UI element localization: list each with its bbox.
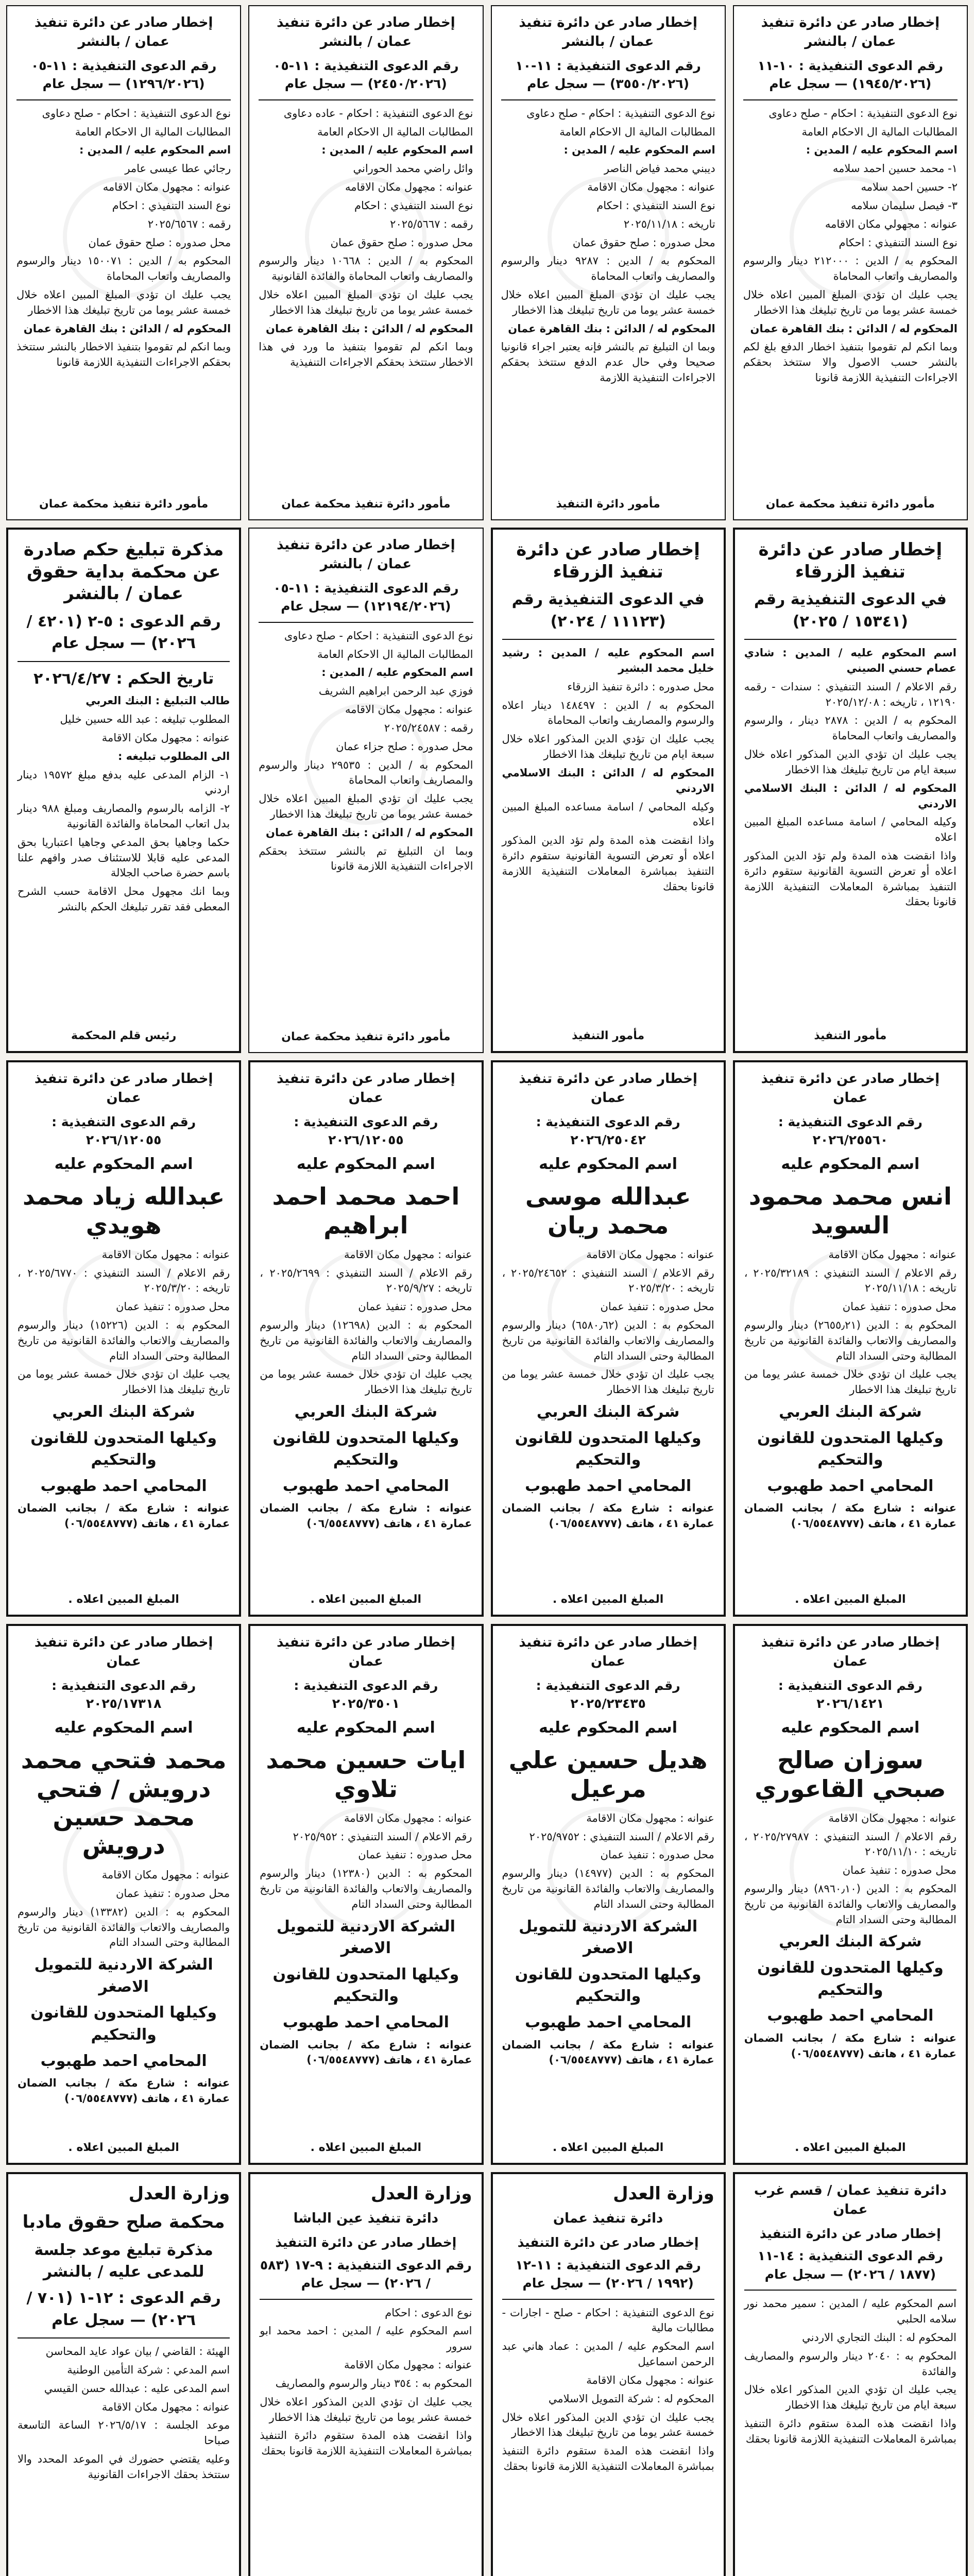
notice-line: يجب عليك ان تؤدي المبلغ المبين اعلاه خلال خمسة عشر يوما من تاريخ تبليغك هذا الاخطار bbox=[743, 288, 958, 316]
notice-signature: رئيس قلم المحكمة bbox=[71, 1029, 177, 1042]
notice-line: المحكوم به : الدين (٢٦٥٥٫٢١) دينار والرسوم والمصاريف والاتعاب والفائدة القانونية من تاريخ المطالبة وحتى السداد التام bbox=[744, 1319, 956, 1362]
notice-r2-c2 bbox=[491, 528, 726, 1053]
notice-line: يجب عليك ان تؤدي الدين المذكور اعلاه خلال سبعة ايام من تاريخ تبليغك هذا الاخطار bbox=[502, 733, 714, 761]
lawyer-name: المحامي احمد طهبوب bbox=[40, 2052, 207, 2070]
lawyer-name: المحامي احمد طهبوب bbox=[525, 1477, 692, 1495]
notice-line: يجب عليك ان تؤدي المبلغ المبين اعلاه خلال خمسة عشر يوما من تاريخ تبليغك هذا الاخطار bbox=[259, 792, 473, 820]
notice-line: المطالبات المالية ال الاحكام العامة bbox=[317, 648, 473, 660]
notice-line: عنوانه : مجهول مكان الاقامة bbox=[101, 2400, 230, 2413]
notice-line: المحكوم له / الدائن : بنك القاهرة عمان bbox=[23, 322, 231, 335]
notice-footer: المبلغ المبين اعلاه . bbox=[68, 2141, 179, 2154]
notice-case-number: رقم الدعوى التنفيذية : ٢٠٢٥/١٧٣١٨ bbox=[52, 1677, 196, 1711]
notice-line: المطلوب تبليغه : عبد الله حسين خليل bbox=[60, 713, 230, 726]
creditor-agent: وكيلها المتحدون للقانون والتحكيم bbox=[515, 1429, 702, 1469]
creditor-name: الشركة الاردنية للتمويل الاصغر bbox=[276, 1917, 455, 1958]
creditor-name: الشركة الاردنية للتمويل الاصغر bbox=[519, 1917, 698, 1958]
notice-line: المحكوم له / الدائن : البنك الاسلامي الاردني bbox=[502, 766, 714, 794]
debtor-name: عبدالله موسى محمد ريان bbox=[525, 1182, 691, 1239]
notice-line: نوع الدعوى : احكام bbox=[385, 2306, 472, 2319]
notice-line: رقم الاعلام / السند التنفيذي : ٢٠٢٥/٣٢١٨٩ ، تاريخه : ٢٠٢٥/١١/١٨ bbox=[744, 1266, 956, 1295]
notice-line: وبما ان التبليغ تم بالنشر فإنه يعتبر اجراء قانونيا صحيحا وفي حال عدم الدفع ستتخذ بحقكم الاجراءات التنفيذية اللازمة bbox=[501, 341, 715, 384]
notice-case-number: رقم الدعوى التنفيذية : ١٤-١١ (١٨٧٧ / ٢٠٢٦) — سجل عام bbox=[757, 2248, 943, 2282]
divider bbox=[743, 99, 958, 100]
notice-line: موعد الجلسة : ٢٠٢٦/٥/١٧ الساعة التاسعة صباحا bbox=[18, 2419, 230, 2447]
agent-address: عنوانه : شارع مكة / بجانب الضمان عمارة ٤١ ، هاتف (٠٦/٥٥٤٨٧٧٧) bbox=[18, 1502, 230, 1530]
divider bbox=[502, 2299, 714, 2300]
notice-line: اسم المدعي : شركة التأمين الوطنية bbox=[67, 2363, 230, 2376]
notice-line: طالب التبليغ : البنك العربي bbox=[86, 694, 230, 707]
notice-title: دائرة تنفيذ عمان / قسم غرب عمان bbox=[754, 2183, 947, 2217]
debtor-name: هديل حسين علي مرعيل bbox=[508, 1746, 708, 1803]
notice-line: عنوانه : مجهول مكان الاقامة bbox=[586, 2374, 714, 2386]
notice-title: إخطار صادر عن دائرة تنفيذ عمان / بالنشر bbox=[761, 15, 940, 49]
notice-line: عنوانه : مجهول مكان الاقامه bbox=[345, 703, 473, 716]
ministry-heading: وزارة العدل bbox=[128, 2183, 230, 2204]
notice-line: نوع الدعوى التنفيذية : احكام - صلح - اجارات - مطالبات مالية bbox=[502, 2306, 714, 2334]
creditor-agent: وكيلها المتحدون للقانون والتحكيم bbox=[515, 1965, 702, 2006]
notice-line: عنوانه : مجهول مكان الاقامة bbox=[344, 1248, 472, 1261]
notice-footer: المبلغ المبين اعلاه . bbox=[795, 2141, 906, 2154]
notice-title: دائرة تنفيذ عين الباشا bbox=[293, 2211, 439, 2227]
creditor-agent: وكيلها المتحدون للقانون والتحكيم bbox=[757, 1959, 944, 1999]
notice-line: وائل راضي محمد الحوراني bbox=[353, 162, 473, 175]
divider bbox=[16, 99, 231, 100]
notice-case-number: رقم الدعوى : ١٢-١ (٧٠١ / ٢٠٢٦) — سجل عام bbox=[26, 2289, 221, 2329]
agent-address: عنوانه : شارع مكة / بجانب الضمان عمارة ٤١ ، هاتف (٠٦/٥٥٤٨٧٧٧) bbox=[744, 2031, 956, 2060]
lawyer-name: المحامي احمد طهبوب bbox=[40, 1477, 207, 1495]
notice-line: نوع الدعوى التنفيذية : احكام - صلح دعاوى bbox=[526, 107, 715, 120]
notice-case-number: في الدعوى التنفيذية رقم (١٥٣٤١ / ٢٠٢٥) bbox=[754, 590, 947, 631]
notice-line: محل صدوره : صلح حقوق عمان bbox=[88, 236, 231, 249]
notice-header: إخطار صادر عن دائرة تنفيذ عمان bbox=[519, 1071, 697, 1106]
notice-r2-c1 bbox=[733, 528, 968, 1053]
notice-signature: مأمور دائرة التنفيذ bbox=[556, 497, 660, 511]
notice-r3-c1 bbox=[733, 1060, 968, 1617]
notice-line: رقم الاعلام / السند التنفيذي : ٢٠٢٥/٦٧٧٠ ، تاريخه : ٢٠٢٥/٣/٢٠ bbox=[18, 1266, 230, 1295]
agent-address: عنوانه : شارع مكة / بجانب الضمان عمارة ٤١ ، هاتف (٠٦/٥٥٤٨٧٧٧) bbox=[260, 1502, 472, 1530]
notice-line: محل صدوره : تنفيذ عمان bbox=[842, 1300, 956, 1313]
notice-r5-c3 bbox=[248, 2172, 483, 2576]
notice-line: يجب عليك ان تؤدي الدين المذكور اعلاه خلال سبعة ايام من تاريخ تبليغك هذا الاخطار bbox=[744, 748, 956, 776]
notice-title: إخطار صادر عن دائرة تنفيذ الزرقاء bbox=[516, 539, 700, 582]
notice-line: المحكوم به / الدين : ١٤٨٤٩٧ دينار اعلاه والرسوم والمصاريف واتعاب المحاماة bbox=[502, 699, 714, 727]
lawyer-name: المحامي احمد طهبوب bbox=[767, 2007, 934, 2025]
lawyer-name: المحامي احمد طهبوب bbox=[282, 1477, 449, 1495]
debtor-name: محمد فتحي محمد درويش / فتحي محمد حسين درويش bbox=[21, 1746, 227, 1859]
notice-line: المحكوم به : الدين (١٤٩٧٧) دينار والرسوم والمصاريف والاتعاب والفائدة القانونية من تاريخ المطالبة وحتى السداد التام bbox=[502, 1867, 714, 1910]
notice-line: محل صدوره : تنفيذ عمان bbox=[358, 1300, 472, 1313]
notice-r5-c4 bbox=[6, 2172, 241, 2576]
debtor-label: اسم المحكوم عليه bbox=[781, 1718, 920, 1737]
notice-line: اسم المحكوم عليه / المدين : bbox=[321, 144, 473, 157]
notice-case-number: رقم الدعوى التنفيذية : ١٠-١١ (١٩٤٥/٢٠٢٦) — سجل عام bbox=[757, 58, 943, 92]
notice-line: اسم المحكوم عليه / المدين : شادي عصام حسني الصيني bbox=[744, 647, 956, 674]
notice-r4-c1 bbox=[733, 1624, 968, 2165]
notice-line: المحكوم به : الدين (١٥٢٢٦) دينار والرسوم والمصاريف والاتعاب والفائدة القانونية من تاريخ المطالبة وحتى السداد التام bbox=[18, 1319, 230, 1362]
notice-line: واذا انقضت هذه المدة ستقوم دائرة التنفيذ بمباشرة المعاملات التنفيذية اللازمة قانونا بحقك bbox=[260, 2429, 472, 2458]
notice-title: دائرة تنفيذ عمان bbox=[553, 2211, 663, 2227]
notice-line: واذا انقضت هذه المدة ستقوم دائرة التنفيذ بمباشرة المعاملات التنفيذية اللازمة قانونا بحقك bbox=[502, 2445, 714, 2472]
notice-line: رقم الاعلام / السند التنفيذي : ٢٠٢٥/٢٤٦٥٢ ، تاريخه : ٢٠٢٥/٣/٢٠ bbox=[502, 1266, 714, 1295]
notice-title: إخطار صادر عن دائرة تنفيذ الزرقاء bbox=[758, 539, 943, 582]
notice-line: وكيله المحامي / اسامة مساعده المبلغ المبين اعلاه bbox=[502, 800, 714, 828]
notice-line: عنوانه : مجهول مكان الاقامة bbox=[587, 181, 715, 194]
notice-line: رقمه : ٢٠٢٥/٢٤٥٨٧ bbox=[384, 721, 473, 734]
debtor-label: اسم المحكوم عليه bbox=[781, 1155, 920, 1173]
divider bbox=[744, 639, 956, 640]
notice-line: ١- الزام المدعى عليه بدفع مبلغ ١٩٥٧٢ دينار اردني bbox=[18, 768, 230, 796]
notice-title: إخطار صادر عن دائرة تنفيذ عمان / بالنشر bbox=[519, 15, 697, 49]
agent-address: عنوانه : شارع مكة / بجانب الضمان عمارة ٤١ ، هاتف (٠٦/٥٥٤٨٧٧٧) bbox=[18, 2077, 230, 2105]
notice-case-number: رقم الدعوى التنفيذية : ٢٠٢٥/٢٣٤٣٥ bbox=[536, 1677, 680, 1711]
notice-case-number: رقم الدعوى التنفيذية : ٢٠٢٥/٣٥٠١ bbox=[294, 1677, 438, 1711]
creditor-name: شركة البنك العربي bbox=[779, 1403, 922, 1421]
notice-header: إخطار صادر عن دائرة تنفيذ عمان bbox=[34, 1071, 213, 1106]
notice-line: يجب عليك ان تؤدي الدين المذكور اعلاه خلال سبعة ايام من تاريخ تبليغك هذا الاخطار bbox=[744, 2383, 956, 2412]
creditor-agent: وكيلها المتحدون للقانون والتحكيم bbox=[30, 1429, 217, 1469]
debtor-name: ايات حسين محمد تلاوي bbox=[266, 1746, 466, 1803]
debtor-label: اسم المحكوم عليه bbox=[54, 1155, 193, 1173]
debtor-label: اسم المحكوم عليه bbox=[296, 1155, 435, 1173]
notice-line: واذا انقضت هذه المدة ستقوم دائرة التنفيذ بمباشرة المعاملات التنفيذية اللازمة قانونا بحقك bbox=[744, 2417, 956, 2445]
notice-signature: مأمور التنفيذ bbox=[572, 1029, 645, 1042]
notice-case-number: رقم الدعوى التنفيذية : ٢٠٢٦/٢٥٥٦٠ bbox=[778, 1114, 922, 1148]
notice-line: عنوانه : مجهول مكان الاقامة bbox=[101, 1869, 230, 1882]
notice-line: المطالبات المالية ال الاحكام العامة bbox=[559, 125, 715, 138]
notice-line: يجب عليك ان تؤدي خلال خمسة عشر يوما من تاريخ تبليغك هذا الاخطار bbox=[260, 1368, 472, 1396]
notice-line: محل صدوره : صلح جزاء عمان bbox=[336, 740, 473, 753]
notice-line: اسم المحكوم عليه / المدين : bbox=[806, 144, 958, 157]
notice-r3-c4 bbox=[6, 1060, 241, 1617]
notice-line: المحكوم له / الدائن : البنك الاسلامي الاردني bbox=[744, 782, 956, 810]
lawyer-name: المحامي احمد طهبوب bbox=[282, 2013, 449, 2032]
notice-line: عنوانه : مجهول مكان الاقامة bbox=[344, 2359, 472, 2371]
notice-signature: مأمور دائرة تنفيذ محكمة عمان bbox=[281, 497, 451, 511]
notice-line: يجب عليك ان تؤدي المبلغ المبين اعلاه خلال خمسة عشر يوما من تاريخ تبليغك هذا الاخطار bbox=[501, 288, 715, 316]
notice-line: المحكوم له : البنك التجاري الاردني bbox=[802, 2331, 956, 2344]
notice-line: ٣- فيصل سليمان سلامه bbox=[851, 199, 958, 212]
notice-footer: المبلغ المبين اعلاه . bbox=[310, 1592, 422, 1606]
agent-address: عنوانه : شارع مكة / بجانب الضمان عمارة ٤١ ، هاتف (٠٦/٥٥٤٨٧٧٧) bbox=[502, 2038, 714, 2066]
notice-case-number: رقم الدعوى التنفيذية : ١١-٠٥ (٢٤٥٠/٢٠٢٦) — سجل عام bbox=[273, 58, 459, 92]
notice-line: المحكوم به / الدين : ١٥٠٠٧١ دينار والرسوم والمصاريف واتعاب المحاماة bbox=[16, 255, 231, 283]
notice-line: رقم الاعلام / السند التنفيذي : ٢٠٢٥/٩٧٥٢ bbox=[529, 1830, 714, 1843]
notice-case-number: رقم الدعوى التنفيذية : ١١-٠٥ (١٢٩٦/٢٠٢٦) — سجل عام bbox=[31, 58, 217, 92]
notice-signature: مأمور التنفيذ bbox=[814, 1029, 887, 1042]
divider bbox=[259, 99, 473, 100]
notice-line: تاريخ الحكم : ٢٠٢٦/٤/٢٧ bbox=[33, 669, 214, 688]
notice-line: اسم المحكوم عليه / المدين : bbox=[563, 144, 715, 157]
notice-line: تاريخه : ٢٠٢٥/١١/١٨ bbox=[623, 217, 715, 230]
notice-r1-c4 bbox=[6, 5, 241, 520]
notice-line: يجب عليك ان تؤدي خلال خمسة عشر يوما من تاريخ تبليغك هذا الاخطار bbox=[744, 1368, 956, 1396]
notice-line: واذا انقضت هذه المدة ولم تؤد الدين المذكور اعلاه أو تعرض التسوية القانونية ستقوم دائرة التنفيذ بمباشرة المعاملات التنفيذية اللازمة قانونا بحقك bbox=[744, 849, 956, 908]
notice-line: فوزي عبد الرحمن ابراهيم الشريف bbox=[318, 685, 473, 698]
notice-line: يجب عليك ان تؤدي خلال خمسة عشر يوما من تاريخ تبليغك هذا الاخطار bbox=[18, 1368, 230, 1396]
notice-line: عنوانه : مجهول مكان الاقامة bbox=[101, 731, 230, 744]
notice-line: رجائي عطا عيسى عامر bbox=[125, 162, 231, 175]
notice-signature: مأمور دائرة تنفيذ محكمة عمان bbox=[281, 1030, 451, 1043]
notice-line: يجب عليك ان تؤدي الدين المذكور اعلاه خلال خمسة عشر يوما من تاريخ تبليغك هذا الاخطار bbox=[260, 2395, 472, 2424]
notice-line: اسم المحكوم عليه / المدين : سمير محمد نور سلامه الحلبي bbox=[744, 2297, 956, 2326]
notice-r5-c2 bbox=[491, 2172, 726, 2576]
notice-line: نوع الدعوى التنفيذية : احكام - صلح دعاوى bbox=[768, 107, 958, 120]
notice-header: إخطار صادر عن دائرة تنفيذ عمان bbox=[277, 1635, 455, 1669]
notice-title: إخطار صادر عن دائرة تنفيذ عمان / بالنشر bbox=[277, 15, 455, 49]
notice-r1-c3 bbox=[248, 5, 483, 520]
divider bbox=[18, 2337, 230, 2338]
debtor-label: اسم المحكوم عليه bbox=[296, 1718, 435, 1737]
notice-line: المحكوم له / الدائن : بنك القاهرة عمان bbox=[750, 322, 958, 335]
notice-r4-c3 bbox=[248, 1624, 483, 2165]
ministry-heading: وزارة العدل bbox=[613, 2183, 714, 2204]
notice-line: نوع السند التنفيذي : احكام bbox=[354, 199, 473, 212]
notice-case-number: رقم الدعوى التنفيذية : ٢٠٢٦/٢٥٠٤٢ bbox=[536, 1114, 680, 1148]
notice-line: عنوانه : مجهول مكان الاقامة bbox=[101, 1248, 230, 1261]
lawyer-name: المحامي احمد طهبوب bbox=[767, 1477, 934, 1495]
debtor-label: اسم المحكوم عليه bbox=[539, 1718, 678, 1737]
notice-subtitle: إخطار صادر عن دائرة التنفيذ bbox=[759, 2226, 941, 2241]
notice-line: نوع السند التنفيذي : احكام bbox=[596, 199, 715, 212]
notice-signature: مأمور دائرة تنفيذ محكمة عمان bbox=[765, 497, 935, 511]
notice-line: المحكوم به : الدين (١٣٣٨٢) دينار والرسوم والمصاريف والاتعاب والفائدة القانونية من تاريخ المطالبة وحتى السداد التام bbox=[18, 1905, 230, 1949]
notice-line: محل صدوره : صلح حقوق عمان bbox=[330, 236, 473, 249]
notice-header: إخطار صادر عن دائرة تنفيذ عمان bbox=[761, 1071, 940, 1106]
notice-line: رقم الاعلام / السند التنفيذي : ٢٠٢٥/٢٧٩٨٧ ، تاريخه : ٢٠٢٥/١١/١٠ bbox=[744, 1830, 956, 1858]
notice-line: وبما انكم لم تقوموا بتنفيذ ما ورد في هذا الاخطار ستتخذ بحقكم الاجراءات التنفيذية bbox=[259, 341, 473, 369]
agent-address: عنوانه : شارع مكة / بجانب الضمان عمارة ٤١ ، هاتف (٠٦/٥٥٤٨٧٧٧) bbox=[260, 2038, 472, 2066]
notice-header: إخطار صادر عن دائرة تنفيذ عمان bbox=[277, 1071, 455, 1106]
debtor-label: اسم المحكوم عليه bbox=[54, 1718, 193, 1737]
notice-line: المحكوم له / الدائن : بنك القاهرة عمان bbox=[266, 826, 473, 839]
notice-subtitle: إخطار صادر عن دائرة التنفيذ bbox=[275, 2235, 457, 2250]
notice-line: نوع السند التنفيذي : احكام bbox=[112, 199, 231, 212]
notice-line: المحكوم له / الدائن : بنك القاهرة عمان bbox=[266, 322, 473, 335]
creditor-name: شركة البنك العربي bbox=[536, 1403, 680, 1421]
notice-line: يجب عليك ان تؤدي الدين المذكور اعلاه خلال خمسة عشر يوما من تاريخ تبليغك هذا الاخطار bbox=[502, 2411, 714, 2439]
notice-line: اسم المحكوم عليه / المدين : رشيد خليل محمد البشير bbox=[502, 647, 714, 674]
notice-footer: المبلغ المبين اعلاه . bbox=[795, 1592, 906, 1606]
notice-subtitle: مذكرة تبليغ موعد جلسة للمدعى عليه / بالنشر bbox=[34, 2241, 213, 2281]
notice-header: إخطار صادر عن دائرة تنفيذ عمان bbox=[34, 1635, 213, 1669]
notice-line: المحكوم له / الدائن : بنك القاهرة عمان bbox=[508, 322, 715, 335]
notice-line: رقم الاعلام / السند التنفيذي : سندات - رقمه ١٢١٩٠ ، تاريخه : ٢٠٢٥/١٢/٠٨ bbox=[744, 680, 956, 708]
notice-line: عنوانه : مجهول مكان الاقامة bbox=[828, 1811, 956, 1824]
notice-case-number: رقم الدعوى التنفيذية : ١١-٠٥ (١٢١٩٤/٢٠٢٦) — سجل عام bbox=[273, 580, 459, 614]
creditor-name: شركة البنك العربي bbox=[52, 1403, 195, 1421]
notice-title: محكمة صلح حقوق مادبا bbox=[22, 2212, 225, 2233]
divider bbox=[501, 99, 715, 100]
notice-line: وكيله المحامي / اسامة مساعده المبلغ المبين اعلاه bbox=[744, 816, 956, 844]
notice-line: المحكوم به / الدين : ٩٢٨٧ دينار والرسوم والمصاريف واتعاب المحاماة bbox=[501, 255, 715, 283]
notice-line: وبما انكم لم تقوموا بتنفيذ اخطار الدفع بلغ لكم بالنشر حسب الاصول والا ستتخذ بحقكم الاجراءات التنفيذية اللازمة قانونا bbox=[743, 341, 958, 384]
agent-address: عنوانه : شارع مكة / بجانب الضمان عمارة ٤١ ، هاتف (٠٦/٥٥٤٨٧٧٧) bbox=[502, 1502, 714, 1530]
ministry-heading: وزارة العدل bbox=[370, 2183, 472, 2204]
creditor-agent: وكيلها المتحدون للقانون والتحكيم bbox=[30, 2004, 217, 2044]
notice-footer: المبلغ المبين اعلاه . bbox=[310, 2141, 422, 2154]
notice-line: اسم المحكوم عليه / المدين : احمد محمد ابو سرور bbox=[260, 2325, 472, 2353]
notice-line: المحكوم به / الدين : ١٠٦٦٨ دينار والرسوم والمصاريف واتعاب المحاماة والفائدة القانونية bbox=[259, 255, 473, 283]
debtor-name: انس محمد محمود السويد bbox=[748, 1182, 952, 1239]
notice-line: المحكوم به : ٢٠٤٠ دينار والرسوم والمصاريف والفائدة bbox=[744, 2349, 956, 2378]
notice-line: عنوانه : مجهول مكان الاقامة bbox=[344, 1811, 472, 1824]
creditor-name: الشركة الاردنية للتمويل الاصغر bbox=[34, 1956, 213, 1996]
notice-line: المحكوم به : ٣٥٤ دينار والرسوم والمصاريف bbox=[275, 2377, 472, 2389]
notice-line: محل صدوره : تنفيذ عمان bbox=[600, 1300, 714, 1313]
notice-line: يجب عليك ان تؤدي المبلغ المبين اعلاه خلال خمسة عشر يوما من تاريخ تبليغك هذا الاخطار bbox=[259, 288, 473, 316]
notice-header: إخطار صادر عن دائرة تنفيذ عمان bbox=[519, 1635, 697, 1669]
notice-line: نوع الدعوى التنفيذية : احكام - صلح دعاوى bbox=[42, 107, 231, 120]
notice-line: ٢- حسين احمد سلامه bbox=[861, 181, 958, 194]
notice-title: مذكرة تبليغ حكم صادرة عن محكمة بداية حقوق عمان / بالنشر bbox=[23, 539, 224, 604]
debtor-name: عبدالله زياد محمد هويدي bbox=[23, 1182, 225, 1239]
notice-line: رقم الاعلام / السند التنفيذي : ٢٠٢٥/٢٦٩٩ ، تاريخه : ٢٠٢٥/٩/٢٧ bbox=[260, 1266, 472, 1295]
notice-line: المحكوم به / الدين : ٢١٢٠٠٠ دينار والرسوم والمصاريف واتعاب المحاماة bbox=[743, 255, 958, 283]
notice-line: رقم الاعلام / السند التنفيذي : ٢٠٢٥/٩٥٢ bbox=[293, 1830, 472, 1843]
debtor-name: سوزان صالح صبحي القاعوري bbox=[755, 1746, 946, 1803]
notice-header: إخطار صادر عن دائرة تنفيذ عمان bbox=[761, 1635, 940, 1669]
notice-line: المحكوم به : الدين (١٢٦٩٨) دينار والرسوم والمصاريف والاتعاب والفائدة القانونية من تاريخ المطالبة وحتى السداد التام bbox=[260, 1319, 472, 1362]
notice-line: محل صدوره : تنفيذ عمان bbox=[115, 1300, 230, 1313]
notice-line: المحكوم به / الدين : ٢٨٧٨ دينار ، والرسوم والمصاريف واتعاب المحاماة bbox=[744, 714, 956, 742]
notice-title: إخطار صادر عن دائرة تنفيذ عمان / بالنشر bbox=[277, 537, 455, 572]
notice-case-number: رقم الدعوى التنفيذية : ١١-١٢ (١٩٩٢ / ٢٠٢٦) — سجل عام bbox=[515, 2257, 701, 2291]
notice-case-number: في الدعوى التنفيذية رقم (١١١٢٣ / ٢٠٢٤) bbox=[511, 590, 705, 631]
divider bbox=[18, 661, 230, 662]
notice-line: عنوانه : مجهول مكان الاقامه bbox=[345, 181, 473, 194]
notice-line: حكما وجاهيا بحق المدعي وجاهيا اعتباريا بحق المدعى عليه قابلا للاستئناف صدر وافهم علنا باسم حضرة صاحب الجلالة bbox=[18, 836, 230, 879]
creditor-name: شركة البنك العربي bbox=[779, 1933, 922, 1951]
notice-case-number: رقم الدعوى التنفيذية : ٢٠٢٦/١٢٠٥٥ bbox=[294, 1114, 438, 1148]
notice-line: اسم المحكوم عليه / المدين : bbox=[321, 666, 473, 679]
notice-r5-c1 bbox=[733, 2172, 968, 2576]
notice-line: الهيئة : القاضي / بيان عواد عايد المحاسن bbox=[45, 2345, 230, 2358]
notice-line: ١- محمد حسين احمد سلامه bbox=[832, 162, 958, 175]
notice-line: المحكوم به : الدين (٨٩٦٠٫١٠) دينار والرسوم والمصاريف والاتعاب والفائدة القانونية من تاريخ المطالبة وحتى السداد التام bbox=[744, 1883, 956, 1926]
debtor-name: احمد محمد احمد ابراهيم bbox=[272, 1182, 460, 1239]
notice-footer: المبلغ المبين اعلاه . bbox=[552, 2141, 664, 2154]
notice-case-number: رقم الدعوى التنفيذية : ٩-١٧ (٥٨٣ / ٢٠٢٦) — سجل عام bbox=[260, 2257, 472, 2291]
notice-line: عنوانه : مجهول مكان الاقامة bbox=[828, 1248, 956, 1261]
notice-line: وعليه يقتضي حضورك في الموعد المحدد والا ستتخذ بحقك الاجراءات القانونية bbox=[18, 2453, 230, 2481]
notice-r4-c2 bbox=[491, 1624, 726, 2165]
notice-line: نوع السند التنفيذي : احكام bbox=[839, 236, 958, 249]
notice-line: محل صدوره : تنفيذ عمان bbox=[358, 1849, 472, 1861]
notice-line: رقمه : ٢٠٢٥/٦٥٦٧ bbox=[147, 217, 231, 230]
notice-case-number: رقم الدعوى : ٥-٢ (٤٢٠١ / ٢٠٢٦) — سجل عام bbox=[26, 612, 221, 653]
notice-line: اسم المحكوم عليه / المدين : bbox=[79, 144, 231, 157]
notice-line: عنوانه : مجهول مكان الاقامه bbox=[102, 181, 231, 194]
notice-line: محل صدوره : تنفيذ عمان bbox=[115, 1887, 230, 1900]
notice-line: محل صدوره : دائرة تنفيذ الزرقاء bbox=[567, 680, 714, 693]
notice-line: اسم المدعى عليه : عبدالله حسن القيسي bbox=[44, 2382, 230, 2395]
divider bbox=[260, 2299, 472, 2300]
notice-case-number: رقم الدعوى التنفيذية : ١١-١٠ (٣٥٥٠/٢٠٢٦) — سجل عام bbox=[515, 58, 701, 92]
notice-line: محل صدوره : صلح حقوق عمان bbox=[572, 236, 715, 249]
notice-case-number: رقم الدعوى التنفيذية : ٢٠٢٦/١٤٢١ bbox=[778, 1677, 922, 1711]
notice-line: المحكوم له : شركة التمويل الاسلامي bbox=[548, 2392, 714, 2405]
notice-line: واذا انقضت هذه المدة ولم تؤد الدين المذكور اعلاه أو تعرض التسوية القانونية ستقوم دائرة التنفيذ بمباشرة المعاملات التنفيذية اللازمة قانونا بحقك bbox=[502, 834, 714, 893]
notice-line: نوع الدعوى التنفيذية : احكام - عاده دعاوى bbox=[283, 107, 473, 120]
notice-line: محل صدوره : تنفيذ عمان bbox=[842, 1864, 956, 1877]
creditor-agent: وكيلها المتحدون للقانون والتحكيم bbox=[272, 1965, 459, 2006]
notice-r2-c4 bbox=[6, 528, 241, 1053]
notice-line: ديبني محمد فياض الناصر bbox=[604, 162, 715, 175]
debtor-label: اسم المحكوم عليه bbox=[539, 1155, 678, 1173]
divider bbox=[502, 639, 714, 640]
notice-line: المطالبات المالية ال الاحكام العامة bbox=[75, 125, 231, 138]
notice-line: يجب عليك ان تؤدي المبلغ المبين اعلاه خلال خمسة عشر يوما من تاريخ تبليغك هذا الاخطار bbox=[16, 288, 231, 316]
creditor-agent: وكيلها المتحدون للقانون والتحكيم bbox=[757, 1429, 944, 1469]
notice-footer: المبلغ المبين اعلاه . bbox=[68, 1592, 179, 1606]
notice-r3-c3 bbox=[248, 1060, 483, 1617]
notice-line: نوع الدعوى التنفيذية : احكام - صلح دعاوى bbox=[284, 629, 473, 642]
lawyer-name: المحامي احمد طهبوب bbox=[525, 2013, 692, 2032]
notice-line: وبما انك مجهول محل الاقامة حسب الشرح المعطى فقد تقرر تبليغك الحكم بالنشر bbox=[18, 885, 230, 913]
notice-line: المحكوم به : الدين (٦٥٨٠٫٦٢) دينار والرسوم والمصاريف والاتعاب والفائدة القانونية من تاريخ المطالبة وحتى السداد التام bbox=[502, 1319, 714, 1362]
divider bbox=[259, 622, 473, 623]
notice-subtitle: إخطار صادر عن دائرة التنفيذ bbox=[517, 2235, 699, 2250]
notice-case-number: رقم الدعوى التنفيذية : ٢٠٢٦/١٢٠٥٥ bbox=[52, 1114, 196, 1148]
notice-title: إخطار صادر عن دائرة تنفيذ عمان / بالنشر bbox=[34, 15, 213, 49]
notice-line: المحكوم به / الدين : ٢٩٥٣٥ دينار والرسوم والمصاريف واتعاب المحاماة bbox=[259, 758, 473, 787]
notice-line: وبما ان التبليغ تم بالنشر ستتخذ بحقكم الاجراءات التنفيذية اللازمة قانونا bbox=[259, 844, 473, 873]
notice-line: يجب عليك ان تؤدي خلال خمسة عشر يوما من تاريخ تبليغك هذا الاخطار bbox=[502, 1368, 714, 1396]
notice-line: اسم المحكوم عليه / المدين : عماد هاني عبد الرحمن اسماعيل bbox=[502, 2340, 714, 2368]
notice-line: عنوانه : مجهول مكان الاقامة bbox=[586, 1248, 714, 1261]
divider bbox=[744, 2290, 956, 2291]
notice-r1-c2 bbox=[491, 5, 726, 520]
notice-line: عنوانه : مجهولي مكان الاقامه bbox=[825, 217, 958, 230]
notice-line: المطالبات المالية ال الاحكام العامة bbox=[317, 125, 473, 138]
creditor-agent: وكيلها المتحدون للقانون والتحكيم bbox=[272, 1429, 459, 1469]
notice-line: ٢- الزامه بالرسوم والمصاريف ومبلغ ٩٨٨ دينار بدل اتعاب المحاماة والفائدة القانونية bbox=[18, 802, 230, 830]
notice-r2-c3 bbox=[248, 528, 483, 1053]
notice-line: المحكوم به : الدين (١٢٣٨٠) دينار والرسوم والمصاريف والاتعاب والفائدة القانونية من تاريخ المطالبة وحتى السداد التام bbox=[260, 1867, 472, 1910]
notice-line: وبما انكم لم تقوموا بتنفيذ الاخطار بالنشر ستتخذ بحقكم الاجراءات التنفيذية اللازمة قانونا bbox=[16, 341, 231, 369]
notice-r4-c4 bbox=[6, 1624, 241, 2165]
notice-r3-c2 bbox=[491, 1060, 726, 1617]
creditor-name: شركة البنك العربي bbox=[294, 1403, 438, 1421]
notice-line: الى المطلوب تبليغه : bbox=[117, 750, 230, 762]
notice-line: عنوانه : مجهول مكان الاقامة bbox=[586, 1811, 714, 1824]
notice-line: المطالبات المالية ال الاحكام العامة bbox=[801, 125, 958, 138]
notice-line: رقمه : ٢٠٢٥/٥٦٦٧ bbox=[390, 217, 473, 230]
notice-line: محل صدوره : تنفيذ عمان bbox=[600, 1849, 714, 1861]
agent-address: عنوانه : شارع مكة / بجانب الضمان عمارة ٤١ ، هاتف (٠٦/٥٥٤٨٧٧٧) bbox=[744, 1502, 956, 1530]
notice-footer: المبلغ المبين اعلاه . bbox=[552, 1592, 664, 1606]
notice-r1-c1 bbox=[733, 5, 968, 520]
notice-signature: مأمور دائرة تنفيذ محكمة عمان bbox=[39, 497, 209, 511]
